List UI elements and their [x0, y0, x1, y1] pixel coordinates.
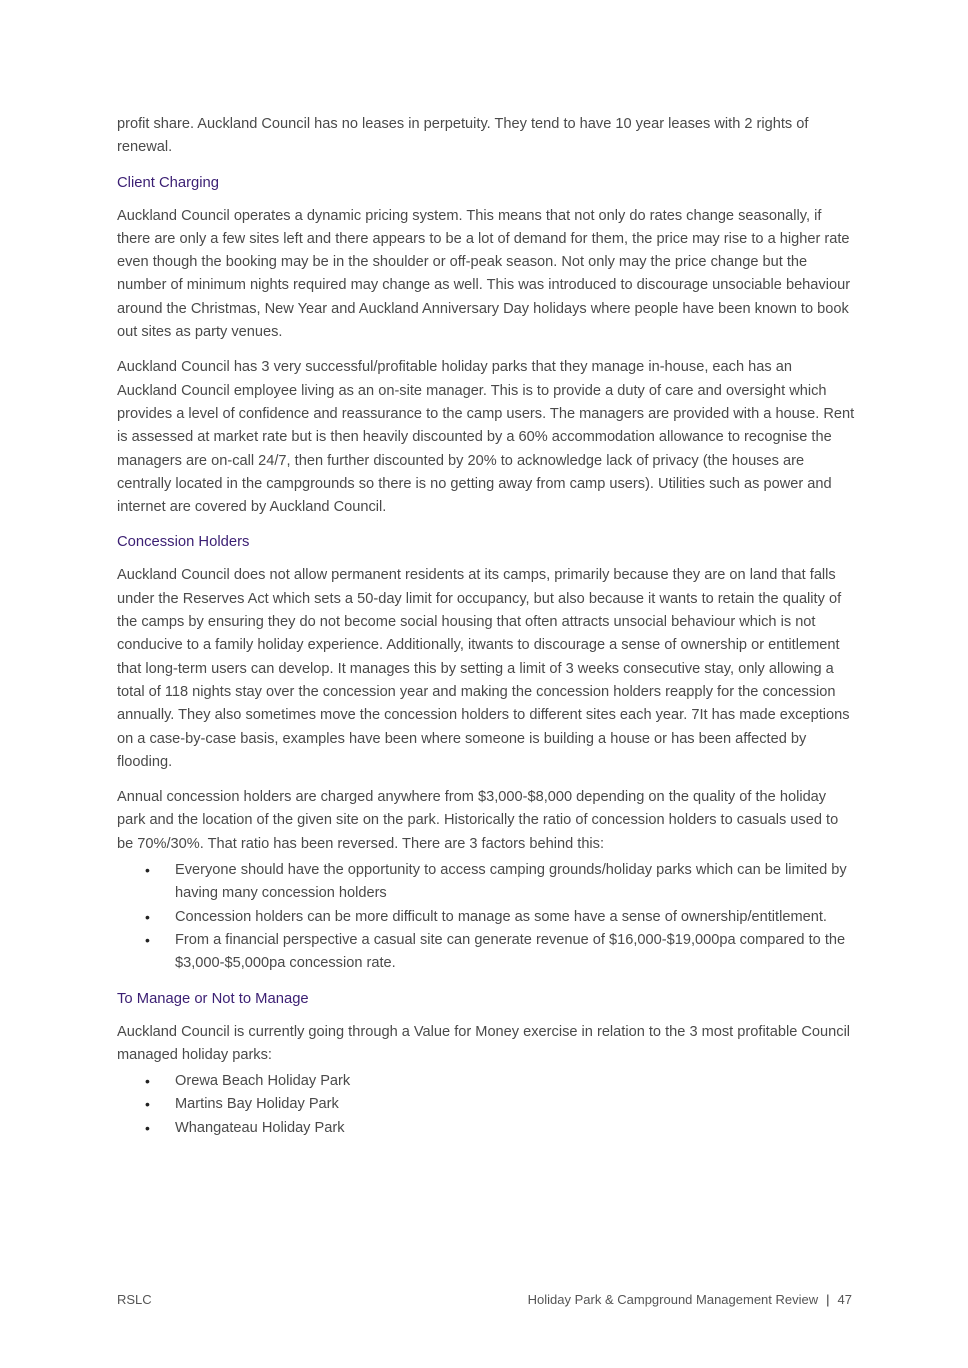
footer-right [528, 1292, 852, 1307]
list-item: • Concession holders can be more difficult to manage as some have a sense of ownership/entitlement. [117, 906, 855, 929]
list-item: • Everyone should have the opportunity to access camping grounds/holiday parks which can be limited by having many concession holders [117, 859, 855, 906]
client-charging-paragraph-2: Auckland Council has 3 very successful/profitable holiday parks that they manage in-house, each has an Auckland Council employee living as an on-site manager. This is to provide a duty of care and oversight which provides a level of confidence and reassurance to the camp users. The managers are provided with a house. Rent is assessed at market rate but is then heavily discounted by a 60% accommodation allowance to recognise the managers are on-call 24/7, then further discounted by 20% to acknowledge lack of privacy (the houses are centrally located in the campgrounds so there is no getting away from camp users). Utilities such as power and internet are covered by Auckland Council. [117, 359, 855, 516]
list-item: • Orewa Beach Holiday Park [117, 1070, 855, 1093]
list-item: • From a financial perspective a casual site can generate revenue of $16,000-$19,000pa compared to the $3,000-$5,000pa concession rate. [117, 929, 855, 976]
page-number: 47 [837, 1292, 852, 1307]
page-footer [117, 1292, 852, 1307]
footer-logo-text: RSLC [117, 1292, 152, 1307]
footer-separator: | [826, 1292, 830, 1307]
heading-to-manage: To Manage or Not to Manage [117, 990, 309, 1007]
concession-paragraph-1: Auckland Council does not allow permanent residents at its camps, primarily because they are on land that falls under the Reserves Act which sets a 50-day limit for occupancy, but also because it wants to retain the quality of the camps by ensuring they do not become social housing that often attracts unsocial behaviour which is not conducive to a family holiday experience. Additionally, itwants to discourage a sense of ownership or entitlement that long-term users can develop. It manages this by setting a limit of 3 weeks consecutive stay, only allowing a total of 118 nights stay over the concession year and making the concession holders reapply for the concession annually. They also sometimes move the concession holders to different sites each year. 7It has made exceptions on a case-by-case basis, examples have been where someone is building a house or has been affected by flooding. [117, 567, 850, 770]
list-item: • Martins Bay Holiday Park [117, 1093, 855, 1116]
manage-paragraph-1: Auckland Council is currently going through a Value for Money exercise in relation to the 3 most profitable Council managed holiday parks: [117, 1023, 851, 1063]
heading-client-charging: Client Charging [117, 174, 219, 191]
parks-list [117, 1070, 855, 1140]
document-body [117, 113, 855, 1152]
client-charging-paragraph-1: Auckland Council operates a dynamic pricing system. This means that not only do rates change seasonally, if there are only a few sites left and there appears to be a lot of demand for them, the price may rise to a higher rate even though the booking may be in the shoulder or off-peak season. Not only may the price change but the number of minimum nights required may change as well. This was introduced to discourage unsociable behaviour around the Christmas, New Year and Auckland Anniversary Day holidays where people have been known to book out sites as party venues. [117, 207, 851, 341]
list-item: • Whangateau Holiday Park [117, 1117, 855, 1140]
intro-paragraph: profit share. Auckland Council has no leases in perpetuity. They tend to have 10 year leases with 2 rights of renewal. [117, 116, 809, 156]
heading-concession-holders: Concession Holders [117, 534, 250, 551]
concession-paragraph-2: Annual concession holders are charged anywhere from $3,000-$8,000 depending on the quality of the holiday park and the location of the given site on the park. Historically the ratio of concession holders to casuals used to be 70%/30%. That ratio has been reversed. There are 3 factors behind this: [117, 789, 839, 852]
factors-list [117, 859, 855, 975]
footer-title: Holiday Park & Campground Management Review [527, 1292, 819, 1307]
